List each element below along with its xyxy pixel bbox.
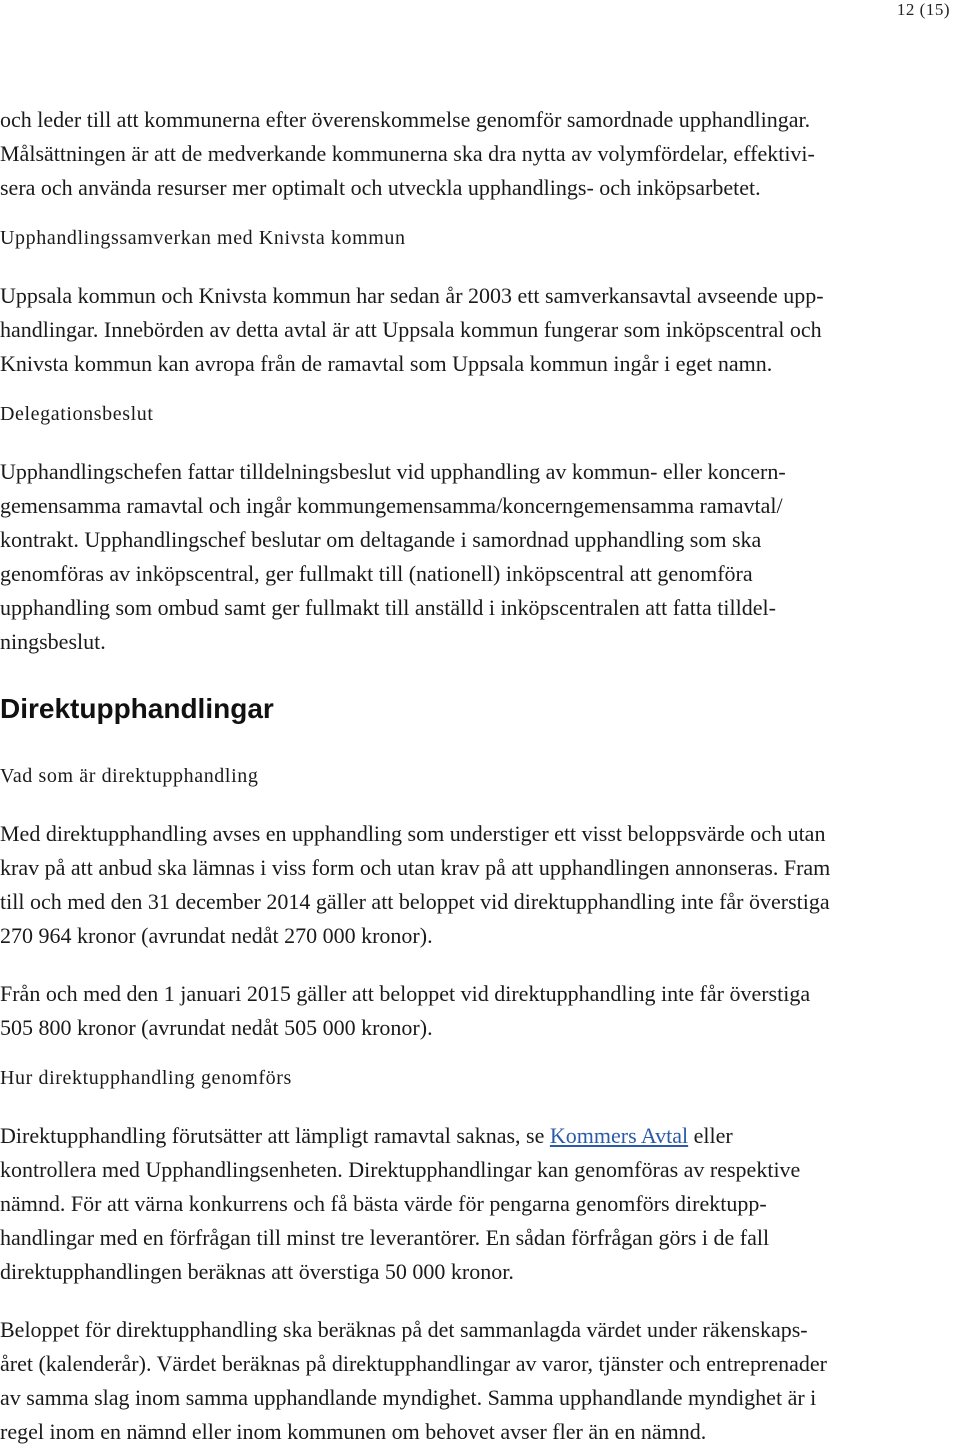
text-line: året (kalenderår). Värdet beräknas på direktupphandlingar av varor, tjänster och entreprenader: [0, 1351, 827, 1376]
paragraph-samordnade-upphandlingar: [0, 103, 960, 205]
text-line: handlingar med en förfrågan till minst tre leverantörer. En sådan förfrågan görs i de fall: [0, 1225, 770, 1250]
paragraph-definition: [0, 817, 960, 953]
document-body: [0, 103, 960, 1449]
text-line: Uppsala kommun och Knivsta kommun har sedan år 2003 ett samverkansavtal avseende upp-: [0, 283, 824, 308]
text-line: Knivsta kommun kan avropa från de ramavtal som Uppsala kommun ingår i eget namn.: [0, 351, 773, 376]
subheading-vad-ar-direktupphandling: Vad som är direktupphandling: [0, 765, 259, 787]
text-line: Från och med den 1 januari 2015 gäller att beloppet vid direktupphandling inte får överstiga: [0, 981, 811, 1006]
text-line: upphandling som ombud samt ger fullmakt till anställd i inköpscentralen att fatta tilldel-: [0, 595, 776, 620]
text-line: Med direktupphandling avses en upphandling som understiger ett visst beloppsvärde och utan: [0, 821, 826, 846]
text-line: till och med den 31 december 2014 gäller att beloppet vid direktupphandling inte får överstiga: [0, 889, 830, 914]
paragraph-knivsta: [0, 279, 960, 381]
text-segment: Direktupphandling förutsätter att lämpligt ramavtal saknas, se: [0, 1123, 550, 1148]
subheading-knivsta-samverkan: Upphandlingssamverkan med Knivsta kommun: [0, 227, 406, 249]
text-segment: eller: [688, 1123, 733, 1148]
text-line: gemensamma ramavtal och ingår kommungemensamma/koncerngemensamma ramavtal/: [0, 493, 783, 518]
text-line: 505 800 kronor (avrundat nedåt 505 000 kronor).: [0, 1015, 433, 1040]
text-line: direktupphandlingen beräknas att överstiga 50 000 kronor.: [0, 1259, 514, 1284]
text-line: 270 964 kronor (avrundat nedåt 270 000 kronor).: [0, 923, 433, 948]
section-heading-direktupphandlingar: Direktupphandlingar: [0, 693, 274, 724]
text-line: handlingar. Innebörden av detta avtal är att Uppsala kommun fungerar som inköpscentral och: [0, 317, 822, 342]
text-line: genomföras av inköpscentral, ger fullmakt till (nationell) inköpscentral att genomföra: [0, 561, 753, 586]
text-line: [0, 1119, 960, 1153]
text-line: Upphandlingschefen fattar tilldelningsbeslut vid upphandling av kommun- eller koncern-: [0, 459, 786, 484]
subheading-delegationsbeslut: Delegationsbeslut: [0, 403, 154, 425]
text-line: kontrakt. Upphandlingschef beslutar om deltagande i samordnad upphandling som ska: [0, 527, 762, 552]
text-line: Målsättningen är att de medverkande kommunerna ska dra nytta av volymfördelar, effektivi-: [0, 141, 815, 166]
text-line: kontrollera med Upphandlingsenheten. Direktupphandlingar kan genomföras av respektive: [0, 1157, 801, 1182]
text-line: Beloppet för direktupphandling ska beräknas på det sammanlagda värdet under räkenskaps-: [0, 1317, 808, 1342]
text-line: av samma slag inom samma upphandlande myndighet. Samma upphandlande myndighet är i: [0, 1385, 817, 1410]
kommers-avtal-link[interactable]: Kommers Avtal: [549, 1123, 689, 1148]
page-number: 12 (15): [896, 0, 950, 19]
paragraph-belopp-2015: [0, 977, 960, 1045]
subheading-hur-genomfors: Hur direktupphandling genomförs: [0, 1067, 292, 1089]
text-line: nämnd. För att värna konkurrens och få bästa värde för pengarna genomförs direktupp-: [0, 1191, 767, 1216]
paragraph-genomforande: [0, 1119, 960, 1289]
paragraph-beloppsberakning: [0, 1313, 960, 1449]
text-line: sera och använda resurser mer optimalt och utveckla upphandlings- och inköpsarbetet.: [0, 175, 761, 200]
paragraph-delegationsbeslut: [0, 455, 960, 659]
text-line: och leder till att kommunerna efter överenskommelse genomför samordnade upphandlingar.: [0, 107, 811, 132]
text-line: krav på att anbud ska lämnas i viss form och utan krav på att upphandlingen annonseras. Fram: [0, 855, 831, 880]
text-line: regel inom en nämnd eller inom kommunen om behovet avser fler än en nämnd.: [0, 1419, 707, 1444]
text-line: ningsbeslut.: [0, 629, 106, 654]
